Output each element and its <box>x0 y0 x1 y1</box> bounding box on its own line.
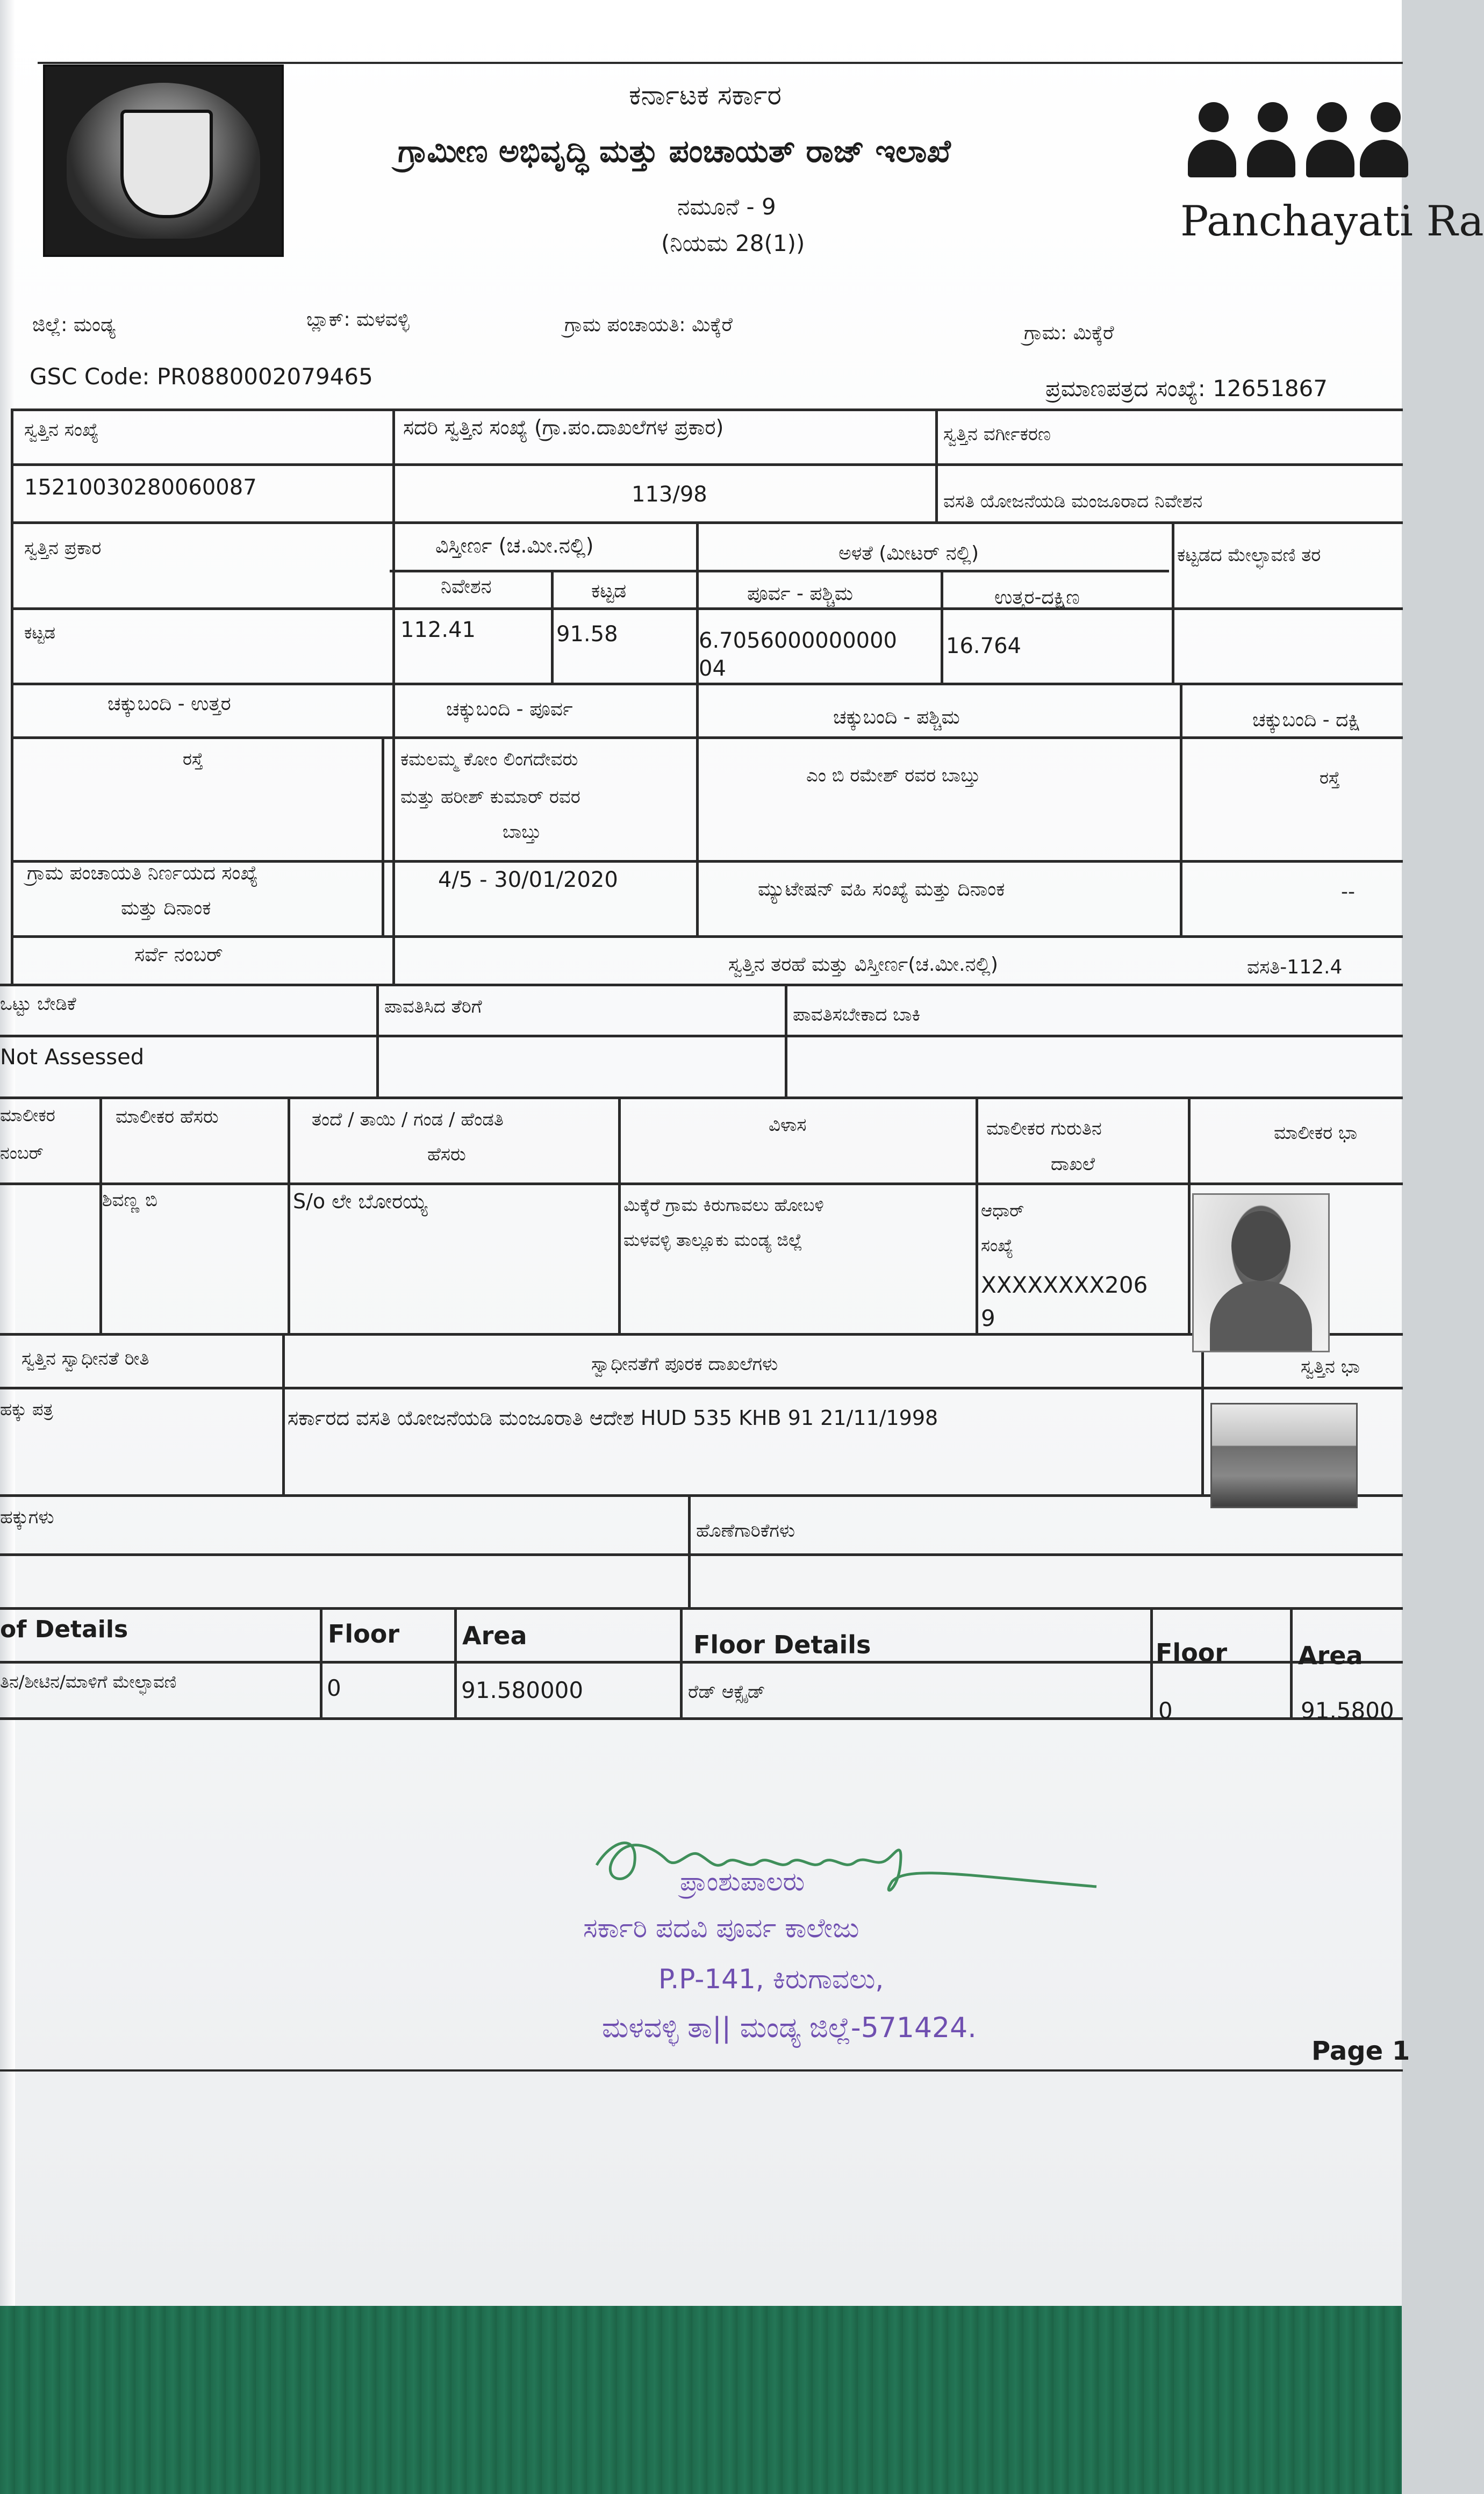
grid-line <box>0 984 1403 986</box>
grid-line <box>688 1494 691 1607</box>
logo-figure <box>1188 140 1236 177</box>
rights-label: ಹಕ್ಕುಗಳು <box>0 1507 54 1528</box>
grid-line <box>1290 1607 1293 1717</box>
signature-image <box>591 1817 1102 1897</box>
grid-line <box>288 1096 290 1333</box>
balance-label: ಪಾವತಿಸಬೇಕಾದ ಬಾಕಿ <box>793 1004 921 1026</box>
grid-line <box>1180 683 1182 935</box>
east-boundary-end: ಬಾಬ್ತು <box>503 821 541 843</box>
property-photo <box>1210 1403 1358 1508</box>
panchayati-raj-logo <box>1177 102 1403 199</box>
address-label: ವಿಳಾಸ <box>769 1114 807 1136</box>
demand-value: Not Assessed <box>0 1045 145 1070</box>
building-area: 91.58 <box>556 622 618 647</box>
nature-value: ವಸತಿ-112.4 <box>1247 956 1343 978</box>
nature-label: ಸ್ವತ್ತಿನ ತರಹೆ ಮತ್ತು ವಿಸ್ತೀರ್ಣ(ಚ.ಮೀ.ನಲ್ಲಿ) <box>728 954 998 976</box>
grid-line <box>976 1096 978 1333</box>
roof-floor-label: Floor <box>328 1619 400 1649</box>
north-south-label: ಉತ್ತರ-ದಕ್ಷಿಣ <box>994 586 1080 608</box>
acquisition-method: ಹಕ್ಕು ಪತ್ರ <box>0 1399 53 1420</box>
east-west-value: 6.7056000000000 <box>699 628 898 653</box>
resolution-value: 4/5 - 30/01/2020 <box>438 868 618 892</box>
south-boundary-label: ಚಕ್ಕುಬಂದಿ - ದಕ್ಷಿ <box>1252 709 1360 731</box>
top-border <box>38 62 1403 64</box>
property-photo-label: ಸ್ವತ್ತಿನ ಭಾ <box>1301 1356 1360 1378</box>
stamp-line-4: ಮಳವಳ್ಳಿ ತಾ|| ಮಂಡ್ಯ ಜಿಲ್ಲೆ-571424. <box>602 2012 977 2044</box>
south-boundary: ರಸ್ತೆ <box>1320 768 1340 788</box>
table-surface <box>0 2306 1402 2494</box>
building-label: ಕಟ್ಟಡ <box>591 580 627 602</box>
grid-line <box>0 1494 1403 1497</box>
grid-line <box>11 408 1403 411</box>
east-boundary: ಕಮಲಮ್ಮ ಕೋಂ ಲಿಂಗದೇವರು <box>400 749 578 770</box>
west-boundary-label: ಚಕ್ಕುಬಂದಿ - ಪಶ್ಚಿಮ <box>833 706 960 728</box>
logo-text: Panchayati Ra <box>1180 197 1484 246</box>
dimensions-label: ಅಳತೆ (ಮೀಟರ್ ನಲ್ಲಿ) <box>838 542 979 564</box>
govt-title: ಕರ್ನಾಟಕ ಸರ್ಕಾರ <box>629 80 782 111</box>
roof-type-label: ಕಟ್ಟಡದ ಮೇಲ್ಛಾವಣಿ ತರ <box>1177 544 1321 566</box>
floor-floor-label: Floor <box>1156 1638 1228 1667</box>
east-west-label: ಪೂರ್ವ - ಪಶ್ಚಿಮ <box>747 583 854 605</box>
grid-line <box>785 984 787 1096</box>
grid-line <box>0 1387 1403 1389</box>
liabilities-label: ಹೊಣೆಗಾರಿಕೆಗಳು <box>696 1520 795 1542</box>
grid-line <box>941 570 943 683</box>
mutation-value: -- <box>1341 881 1355 903</box>
logo-dot <box>1199 102 1229 132</box>
owner-photo-label: ಮಾಲೀಕರ ಭಾ <box>1274 1122 1358 1144</box>
grid-line <box>680 1607 683 1717</box>
resolution-label: ಗ್ರಾಮ ಪಂಚಾಯತಿ ನಿರ್ಣಯದ ಸಂಖ್ಯೆ <box>27 862 258 884</box>
bottom-border <box>0 2069 1403 2072</box>
grid-line <box>618 1096 621 1333</box>
acquisition-documents: ಸರ್ಕಾರದ ವಸತಿ ಯೋಜನೆಯಡಿ ಮಂಜೂರಾತಿ ಆದೇಶ HUD 535 KHB 91 21/11/1998 <box>288 1406 938 1430</box>
type-value: ಕಟ್ಟಡ <box>24 622 55 643</box>
emblem-shield <box>120 110 213 218</box>
floor-type: ರೆಡ್ ಆಕ್ಸೈಡ್ <box>688 1681 765 1703</box>
classification-label: ಸ್ವತ್ತಿನ ವರ್ಗೀಕರಣ <box>943 424 1051 445</box>
grid-line <box>11 463 1403 466</box>
district: ಜಿಲ್ಲೆ: ಮಂಡ್ಯ <box>32 314 116 336</box>
logo-dot <box>1258 102 1288 132</box>
logo-figure <box>1247 140 1295 177</box>
karnataka-emblem <box>43 64 284 257</box>
relation-label: ತಂದೆ / ತಾಯಿ / ಗಂಡ / ಹೆಂಡತಿ <box>312 1109 504 1130</box>
grid-line <box>0 1035 1403 1037</box>
form-number: ನಮೂನೆ - 9 <box>677 194 776 220</box>
stamp-line-2: ಸರ್ಕಾರಿ ಪದವಿ ಪೂರ್ವ ಕಾಲೇಜು <box>583 1912 859 1944</box>
grid-line <box>320 1607 322 1717</box>
logo-dot <box>1371 102 1401 132</box>
floor-area-label: Area <box>1298 1641 1363 1670</box>
grid-line <box>11 683 1403 685</box>
owner-photo-face <box>1231 1211 1291 1281</box>
village: ಗ್ರಾಮ: ಮಿಕ್ಕೆರೆ <box>1024 322 1114 344</box>
roof-floor: 0 <box>327 1675 341 1701</box>
gsc-code: GSC Code: PR0880002079465 <box>30 363 373 390</box>
owner-name-label: ಮಾಲೀಕರ ಹೆಸರು <box>116 1106 219 1128</box>
block: ಬ್ಲಾಕ್: ಮಳವಳ್ಳಿ <box>306 309 410 331</box>
logo-figure <box>1360 140 1408 177</box>
grid-line <box>1172 521 1174 683</box>
grid-line <box>11 935 1403 938</box>
demand-label: ಒಟ್ಟು ಬೇಡಿಕೆ <box>0 993 76 1015</box>
stamp-line-1: ಪ್ರಾಂಶುಪಾಲರು <box>680 1867 805 1897</box>
floor-floor: 0 <box>1158 1697 1173 1724</box>
certificate-number: ಪ್ರಮಾಣಪತ್ರದ ಸಂಖ್ಯೆ: 12651867 <box>1045 375 1328 402</box>
grid-line <box>1201 1333 1204 1494</box>
grid-line <box>390 570 1169 572</box>
grid-line <box>696 683 699 935</box>
mutation-label: ಮ್ಯುಟೇಷನ್ ವಹಿ ಸಂಖ್ಯೆ ಮತ್ತು ದಿನಾಂಕ <box>758 878 1005 900</box>
grid-line <box>376 984 379 1096</box>
grid-line <box>0 1096 1403 1099</box>
roof-details-label: of Details <box>0 1616 128 1643</box>
grid-line <box>11 736 1403 739</box>
grid-line <box>454 1607 457 1717</box>
owner-id-type: ಆಧಾರ್ <box>981 1200 1024 1221</box>
floor-area: 91.5800 <box>1301 1697 1394 1724</box>
acquisition-documents-label: ಸ್ವಾಧೀನತೆಗೆ ಪೂರಕ ದಾಖಲೆಗಳು <box>591 1353 778 1375</box>
grid-line <box>1188 1096 1191 1333</box>
grid-line <box>11 607 1403 610</box>
owner-id-number-cont: 9 <box>981 1305 995 1331</box>
east-west-value-cont: 04 <box>699 656 726 681</box>
gram-panchayat: ಗ್ರಾಮ ಪಂಚಾಯತಿ: ಮಿಕ್ಕೆರೆ <box>564 314 733 336</box>
grid-line <box>0 1553 1403 1556</box>
grid-line <box>11 408 13 984</box>
department-title: ಗ್ರಾಮೀಣ ಅಭಿವೃದ್ಧಿ ಮತ್ತು ಪಂಚಾಯತ್ ರಾಜ್ ಇಲಾಖೆ <box>398 133 951 169</box>
property-number: 15210030280060087 <box>24 475 257 500</box>
rule-number: (ನಿಯಮ 28(1)) <box>661 230 805 256</box>
owner-photo-body <box>1210 1281 1312 1351</box>
site-label: ನಿವೇಶನ <box>441 576 492 598</box>
old-number-label: ಸದರಿ ಸ್ವತ್ತಿನ ಸಂಖ್ಯೆ (ಗ್ರಾ.ಪಂ.ದಾಖಲೆಗಳ ಪ್ರಕಾರ) <box>403 415 724 439</box>
owner-number-label-cont: ನಂಬರ್ <box>0 1143 44 1163</box>
type-label: ಸ್ವತ್ತಿನ ಪ್ರಕಾರ <box>24 538 102 559</box>
paid-tax-label: ಪಾವತಿಸಿದ ತೆರಿಗೆ <box>384 996 482 1017</box>
area-label: ವಿಸ್ತೀರ್ಣ (ಚ.ಮೀ.ನಲ್ಲಿ) <box>435 534 594 557</box>
owner-number-label: ಮಾಲೀಕರ <box>0 1105 55 1126</box>
owner-name: ಶಿವಣ್ಣ ಬಿ <box>102 1189 158 1211</box>
relation-label-cont: ಹೆಸರು <box>427 1144 466 1165</box>
stamp-line-3: P.P-141, ಕಿರುಗಾವಲು, <box>658 1963 884 1995</box>
grid-line <box>551 570 554 683</box>
owner-id-number: XXXXXXXX206 <box>981 1272 1148 1298</box>
grid-line <box>99 1096 102 1333</box>
grid-line <box>935 408 938 521</box>
logo-figure <box>1306 140 1354 177</box>
property-number-label: ಸ್ವತ್ತಿನ ಸಂಖ್ಯೆ <box>24 419 99 441</box>
classification-value: ವಸತಿ ಯೋಜನೆಯಡಿ ಮಂಜೂರಾದ ನಿವೇಶನ <box>943 491 1203 512</box>
grid-line <box>11 521 1403 524</box>
north-boundary-label: ಚಕ್ಕುಬಂದಿ - ಉತ್ತರ <box>107 693 231 715</box>
roof-area-label: Area <box>462 1621 527 1650</box>
old-number: 113/98 <box>632 482 707 507</box>
acquisition-method-label: ಸ್ವತ್ತಿನ ಸ್ವಾಧೀನತೆ ರೀತಿ <box>21 1348 149 1370</box>
grid-line <box>0 1717 1403 1720</box>
owner-id-label-cont: ದಾಖಲೆ <box>1051 1153 1095 1175</box>
grid-line <box>282 1333 285 1494</box>
grid-line <box>392 408 395 984</box>
owner-relation: S/o ಲೇ ಬೋರಯ್ಯ <box>293 1189 428 1213</box>
roof-area: 91.580000 <box>461 1677 584 1703</box>
resolution-label-cont: ಮತ್ತು ದಿನಾಂಕ <box>121 897 211 919</box>
survey-label: ಸರ್ವೆ ನಂಬರ್ <box>134 944 223 966</box>
grid-line <box>1150 1607 1153 1717</box>
owner-address-cont: ಮಳವಳ್ಳಿ ತಾಲ್ಲೂಕು ಮಂಡ್ಯ ಜಿಲ್ಲೆ <box>623 1230 802 1250</box>
west-boundary: ಎಂ ಬಿ ರಮೇಶ್ ರವರ ಬಾಬ್ತು <box>806 765 980 786</box>
north-boundary: ರಸ್ತೆ <box>183 749 203 769</box>
owner-id-label: ಮಾಲೀಕರ ಗುರುತಿನ <box>986 1118 1102 1140</box>
roof-type: ತಿನ/ಶೀಟಿನ/ಮಾಳಿಗೆ ಮೇಲ್ಛಾವಣಿ <box>0 1672 177 1692</box>
grid-line <box>0 1607 1403 1610</box>
owner-id-type-cont: ಸಂಖ್ಯೆ <box>981 1235 1014 1256</box>
grid-line <box>382 736 384 935</box>
logo-dot <box>1317 102 1347 132</box>
owner-photo <box>1192 1193 1330 1352</box>
east-boundary-cont: ಮತ್ತು ಹರೀಶ್ ಕುಮಾರ್ ರವರ <box>400 786 580 808</box>
site-area: 112.41 <box>400 618 476 642</box>
page-number: Page 1 <box>1311 2036 1410 2066</box>
floor-details-label: Floor Details <box>693 1630 871 1659</box>
owner-address: ಮಿಕ್ಕೆರೆ ಗ್ರಾಮ ಕಿರುಗಾವಲು ಹೋಬಳಿ <box>623 1195 824 1215</box>
east-boundary-label: ಚಕ್ಕುಬಂದಿ - ಪೂರ್ವ <box>446 698 573 720</box>
north-south-value: 16.764 <box>946 634 1021 658</box>
grid-line <box>0 1182 1403 1185</box>
